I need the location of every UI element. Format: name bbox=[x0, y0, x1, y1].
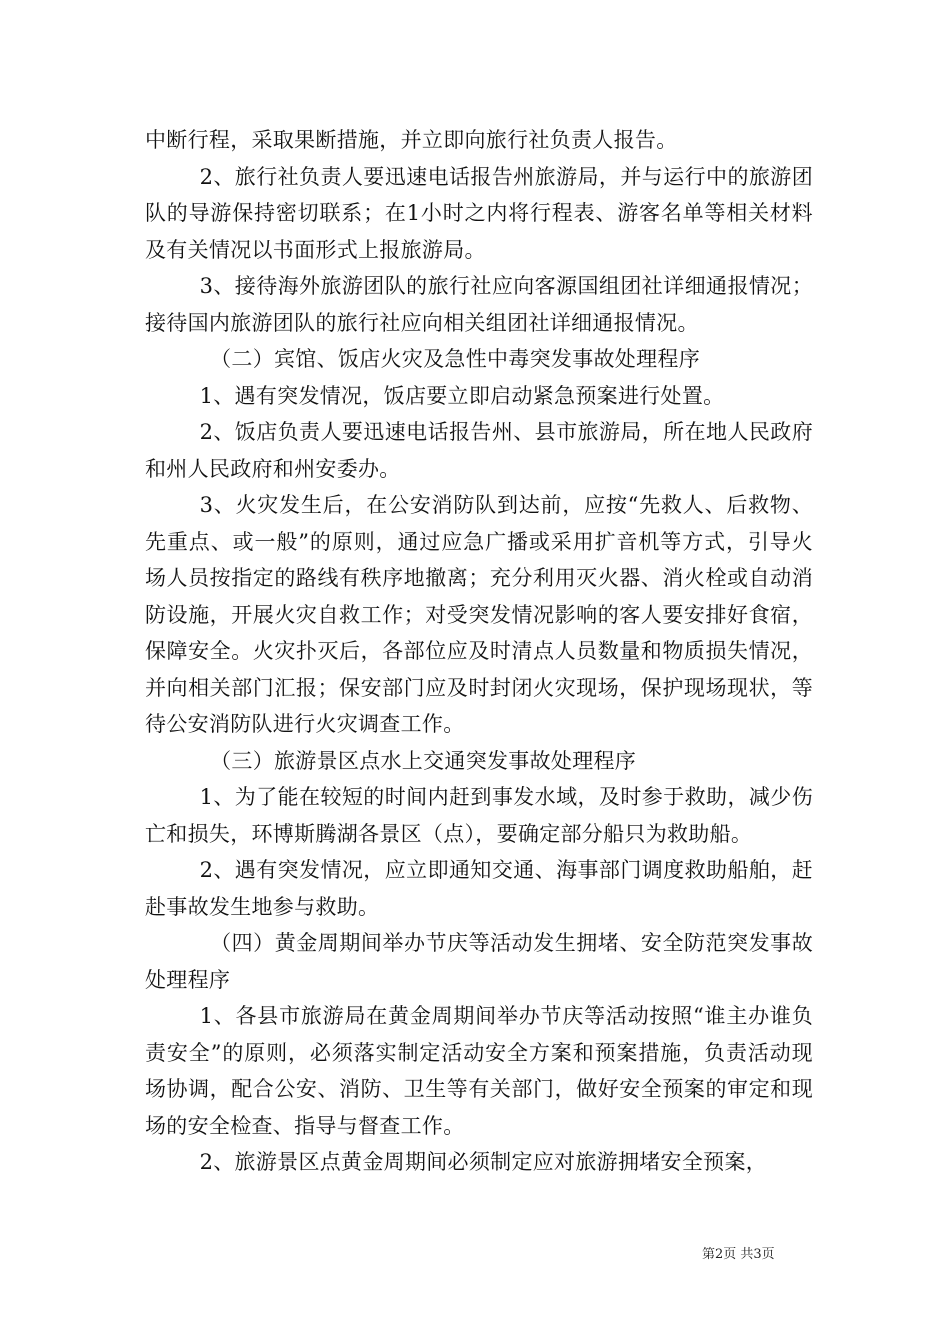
paragraph: 2、旅行社负责人要迅速电话报告州旅游局，并与运行中的旅游团队的导游保持密切联系；在1小时之内将行程表、游客名单等相关材料及有关情况以书面形式上报旅游局。 bbox=[145, 164, 813, 262]
paragraph: 2、遇有突发情况，应立即通知交通、海事部门调度救助船舶，赶赴事故发生地参与救助。 bbox=[145, 858, 813, 919]
section-heading: （四）黄金周期间举办节庆等活动发生拥堵、安全防范突发事故处理程序 bbox=[145, 931, 813, 992]
paragraph: 1、遇有突发情况，饭店要立即启动紧急预案进行处置。 bbox=[199, 383, 725, 408]
paragraph: 2、旅游景区点黄金周期间必须制定应对旅游拥堵安全预案， bbox=[199, 1150, 768, 1174]
section-heading: （二）宾馆、饭店火灾及急性中毒突发事故处理程序 bbox=[210, 347, 700, 371]
paragraph: 3、接待海外旅游团队的旅行社应向客源国组团社详细通报情况；接待国内旅游团队的旅行社应向相关组团社详细通报情况。 bbox=[145, 274, 813, 335]
document-body bbox=[145, 122, 813, 1181]
paragraph: 1、为了能在较短的时间内赶到事发水域，及时参于救助，减少伤亡和损失，环博斯腾湖各景区（点），要确定部分船只为救助船。 bbox=[145, 785, 813, 846]
section-heading: （三）旅游景区点水上交通突发事故处理程序 bbox=[210, 748, 637, 773]
paragraph: 中断行程，采取果断措施，并立即向旅行社负责人报告。 bbox=[145, 128, 678, 152]
paragraph: 2、饭店负责人要迅速电话报告州、县市旅游局，所在地人民政府和州人民政府和州安委办。 bbox=[145, 420, 813, 481]
paragraph: 3、火灾发生后，在公安消防队到达前，应按“先救人、后救物、先重点、或一般”的原则，通过应急广播或采用扩音机等方式，引导火场人员按指定的路线有秩序地撤离；充分利用灭火器、消火栓或自动消防设施，开展火灾自救工作；对受突发情况影响的客人要安排好食宿，保障安全。火灾扑灭后，各部位应及时清点人员数量和物质损失情况，并向相关部门汇报；保安部门应及时封闭火灾现场，保护现场现状，等待公安消防队进行火灾调查工作。 bbox=[145, 493, 813, 736]
page-number-footer: 第2页 共3页 bbox=[702, 1247, 775, 1262]
paragraph: 1、各县市旅游局在黄金周期间举办节庆等活动按照“谁主办谁负责安全”的原则，必须落实制定活动安全方案和预案措施，负责活动现场协调，配合公安、消防、卫生等有关部门，做好安全预案的审定和现场的安全检查、指导与督查工作。 bbox=[145, 1004, 813, 1138]
